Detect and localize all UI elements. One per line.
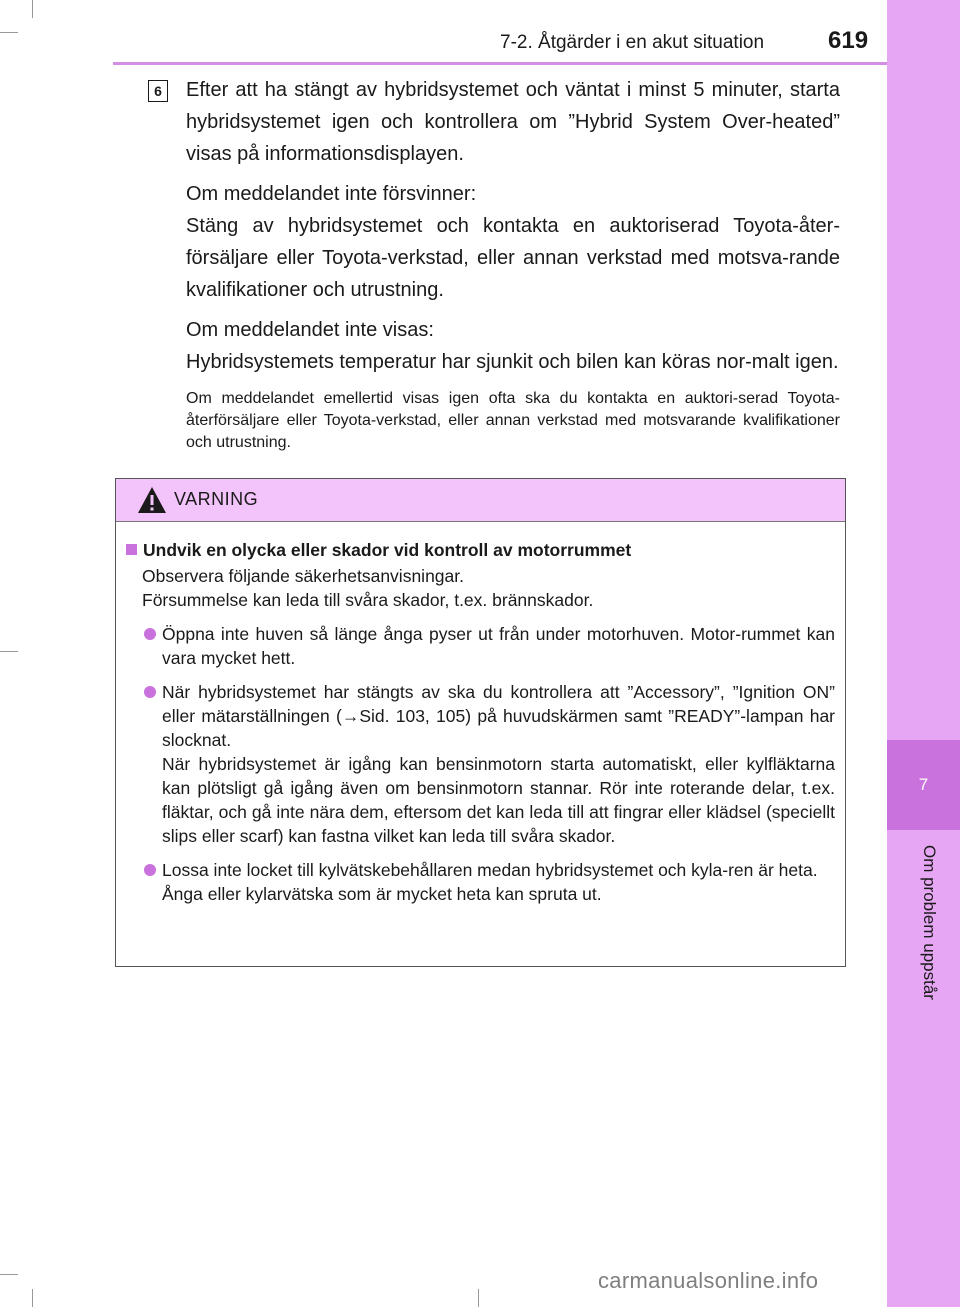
case1-title: Om meddelandet inte försvinner: bbox=[186, 183, 477, 205]
warning-item-text-group bbox=[162, 680, 835, 848]
warning-item-text-group bbox=[162, 858, 835, 906]
warning-item-text: Ånga eller kylarvätska som är mycket heta kan spruta ut. bbox=[162, 884, 602, 904]
warning-intro-line: Observera följande säkerhetsanvisningar. bbox=[142, 566, 464, 586]
case2-title: Om meddelandet inte visas: bbox=[186, 319, 434, 341]
bullet-dot-icon bbox=[144, 864, 156, 876]
square-bullet-icon bbox=[126, 544, 137, 555]
page-number: 619 bbox=[828, 27, 869, 54]
bullet-dot-icon bbox=[144, 628, 156, 640]
step-number-badge: 6 bbox=[148, 80, 168, 102]
chapter-number: 7 bbox=[887, 740, 960, 830]
warning-item bbox=[144, 858, 835, 906]
warning-header bbox=[116, 479, 845, 522]
warning-heading bbox=[126, 538, 835, 562]
crop-mark bbox=[478, 1289, 479, 1307]
warning-item bbox=[144, 622, 835, 670]
step-content bbox=[186, 74, 840, 462]
crop-mark bbox=[0, 651, 18, 652]
crop-mark bbox=[0, 32, 18, 33]
warning-box bbox=[115, 478, 846, 967]
warning-item-text: När hybridsystemet är igång kan bensinmotorn starta automatiskt, eller kylfläktarna kan plötsligt gå igång även om bensinmotorn stannar. Rör inte roterande delar, t.ex. fläktar, och gå inte nära dem, eftersom det kan leda till att fingrar eller klädsel (speciellt slips eller scarf) kan fastna vilket kan leda till svåra skador. bbox=[162, 754, 835, 846]
crop-mark bbox=[32, 1289, 33, 1307]
warning-heading-text: Undvik en olycka eller skador vid kontroll av motorrummet bbox=[143, 540, 632, 560]
crop-mark bbox=[0, 1274, 18, 1275]
warning-triangle-icon bbox=[136, 485, 168, 515]
section-title: 7-2. Åtgärder i en akut situation bbox=[500, 32, 765, 53]
chapter-title: Om problem uppstår bbox=[920, 845, 939, 1000]
crop-mark bbox=[32, 0, 33, 18]
header-divider bbox=[113, 62, 887, 65]
warning-intro bbox=[142, 564, 835, 612]
warning-body bbox=[116, 522, 845, 906]
watermark-link[interactable]: carmanualsonline.info bbox=[598, 1268, 819, 1293]
chapter-side-tab bbox=[887, 0, 960, 1307]
step-note: Om meddelandet emellertid visas igen ofta ska du kontakta en auktori-serad Toyota-återförsäljare eller Toyota-verkstad, eller annan verkstad med motsvarande kvalifikationer och utrustning. bbox=[186, 390, 840, 451]
bullet-dot-icon bbox=[144, 686, 156, 698]
case2-text: Hybridsystemets temperatur har sjunkit och bilen kan köras nor-malt igen. bbox=[186, 351, 839, 373]
warning-item-text: Öppna inte huven så länge ånga pyser ut från under motorhuven. Motor-rummet kan vara mycket hett. bbox=[162, 624, 835, 668]
warning-item-text: Lossa inte locket till kylvätskebehållaren medan hybridsystemet och kyla-ren är heta. bbox=[162, 860, 818, 880]
warning-item-text: När hybridsystemet har stängts av ska du kontrollera att ”Accessory”, ”Ignition ON” eller mätarställningen (→Sid. 103, 105) på huvudskärmen samt ”READY”-lampan har slocknat. bbox=[162, 682, 835, 750]
case1-text: Stäng av hybridsystemet och kontakta en auktoriserad Toyota-åter-försäljare eller Toyota-verkstad, eller annan verkstad med motsva-rande kvalifikationer och utrustning. bbox=[186, 215, 840, 301]
step-text: Efter att ha stängt av hybridsystemet och väntat i minst 5 minuter, starta hybridsystemet igen och kontrollera om ”Hybrid System Over-heated” visas på informationsdisplayen. bbox=[186, 79, 840, 165]
warning-title: VARNING bbox=[174, 489, 259, 509]
warning-item bbox=[144, 680, 835, 848]
warning-intro-line: Försummelse kan leda till svåra skador, t.ex. brännskador. bbox=[142, 590, 594, 610]
